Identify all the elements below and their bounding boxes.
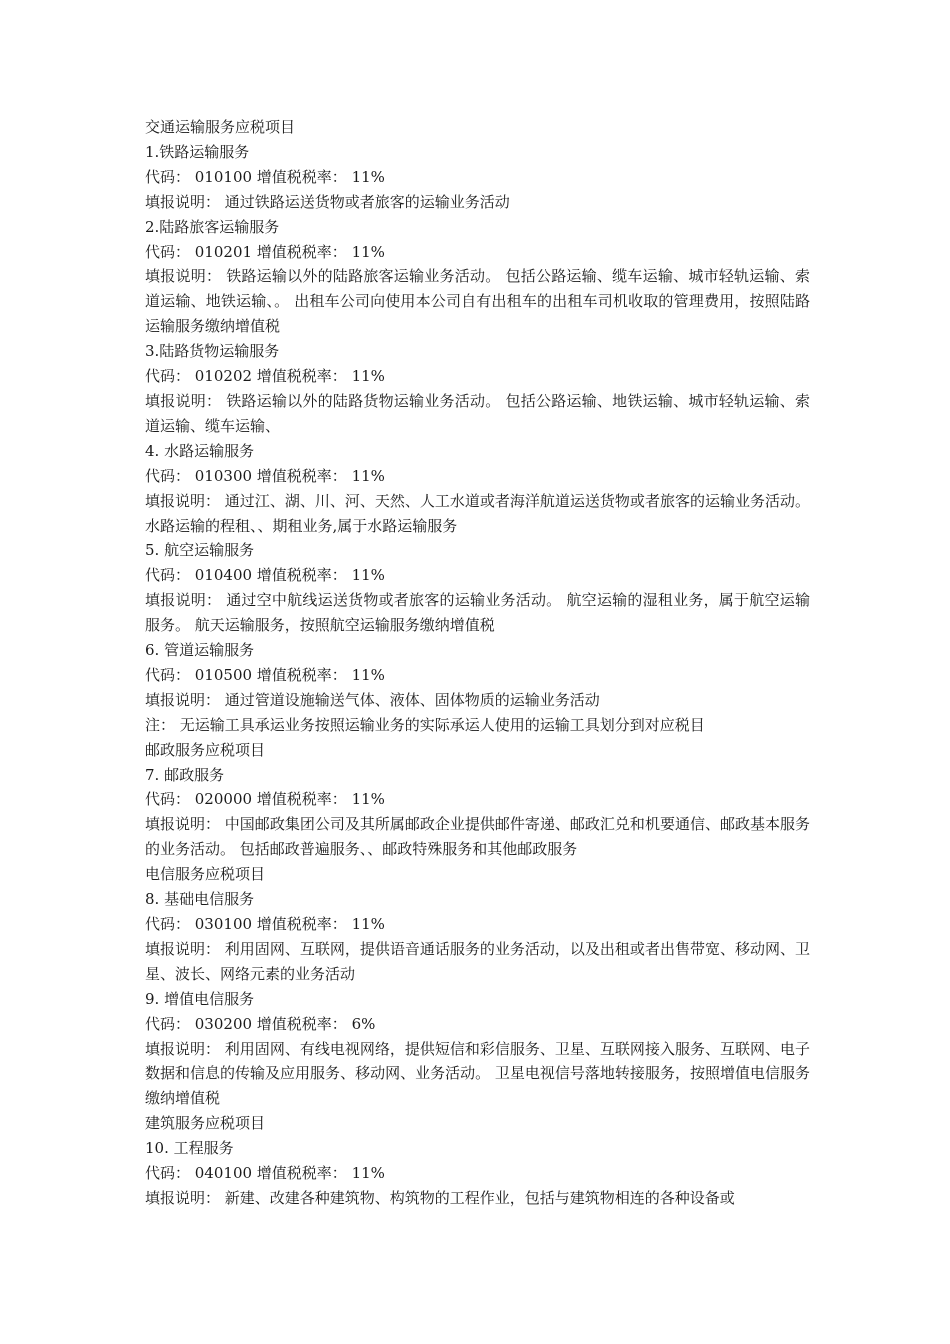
text-paragraph: 填报说明： 利用固网、互联网，提供语音通话服务的业务活动，以及出租或者出售带宽、移动网、卫星、波长、网络元素的业务活动 [145, 939, 810, 983]
text-line: 7. 邮政服务 [145, 765, 225, 784]
text-line: 2.陆路旅客运输服务 [145, 217, 280, 236]
text-line: 电信服务应税项目 [145, 865, 266, 884]
text-line: 注： 无运输工具承运业务按照运输业务的实际承运人使用的运输工具划分到对应税目 [145, 715, 705, 734]
text-line: 代码： 010202 增值税税率： 11% [145, 367, 385, 386]
text-line: 4. 水路运输服务 [145, 441, 255, 460]
text-line: 填报说明： 新建、改建各种建筑物、构筑物的工程作业，包括与建筑物相连的各种设备或 [145, 1188, 735, 1207]
text-line: 代码： 040100 增值税税率： 11% [145, 1164, 385, 1183]
text-line: 9. 增值电信服务 [145, 989, 255, 1008]
text-line: 6. 管道运输服务 [145, 641, 255, 660]
text-paragraph: 填报说明： 利用固网、有线电视网络，提供短信和彩信服务、卫星、互联网接入服务、互联网、电子数据和信息的传输及应用服务、移动网、业务活动。 卫星电视信号落地转接服务，按照增值电信服务缴纳增值税 [145, 1039, 810, 1108]
text-line: 1.铁路运输服务 [145, 142, 250, 161]
text-line: 代码： 010500 增值税税率： 11% [145, 665, 385, 684]
text-line: 代码： 030100 增值税税率： 11% [145, 915, 385, 933]
text-paragraph: 填报说明： 铁路运输以外的陆路货物运输业务活动。 包括公路运输、地铁运输、城市轻轨运输、索道运输、缆车运输、 [145, 391, 810, 435]
text-line: 填报说明： 通过铁路运送货物或者旅客的运输业务活动 [145, 192, 510, 211]
document-body [145, 115, 810, 1211]
text-line: 代码： 020000 增值税税率： 11% [145, 790, 385, 809]
text-line: 5. 航空运输服务 [145, 541, 255, 560]
text-line: 填报说明： 通过管道设施输送气体、液体、固体物质的运输业务活动 [145, 690, 600, 709]
text-line: 邮政服务应税项目 [145, 740, 266, 759]
text-paragraph: 填报说明： 中国邮政集团公司及其所属邮政企业提供邮件寄递、邮政汇兑和机要通信、邮政基本服务的业务活动。 包括邮政普遍服务、、邮政特殊服务和其他邮政服务 [145, 815, 810, 859]
text-line: 代码： 010100 增值税税率： 11% [145, 167, 385, 186]
text-paragraph: 填报说明： 通过空中航线运送货物或者旅客的运输业务活动。 航空运输的湿租业务，属于航空运输服务。 航天运输服务，按照航空运输服务缴纳增值税 [145, 591, 810, 635]
text-line: 交通运输服务应税项目 [145, 118, 296, 136]
document-page [145, 115, 810, 1211]
text-line: 代码： 030200 增值税税率： 6% [145, 1014, 376, 1033]
text-line: 代码： 010400 增值税税率： 11% [145, 566, 385, 585]
text-line: 8. 基础电信服务 [145, 890, 255, 909]
text-line: 代码： 010300 增值税税率： 11% [145, 466, 385, 485]
text-line: 建筑服务应税项目 [145, 1114, 266, 1133]
text-line: 10. 工程服务 [145, 1139, 234, 1158]
text-paragraph: 填报说明： 铁路运输以外的陆路旅客运输业务活动。 包括公路运输、缆车运输、城市轻轨运输、索道运输、地铁运输、。 出租车公司向使用本公司自有出租车的出租车司机收取的管理费用，按照陆路运输服务缴纳增值税 [145, 267, 810, 336]
text-line: 3.陆路货物运输服务 [145, 342, 280, 361]
text-line: 代码： 010201 增值税税率： 11% [145, 242, 385, 261]
text-paragraph: 填报说明： 通过江、湖、川、河、天然、人工水道或者海洋航道运送货物或者旅客的运输业务活动。 水路运输的程租、、期租业务,属于水路运输服务 [145, 491, 810, 535]
